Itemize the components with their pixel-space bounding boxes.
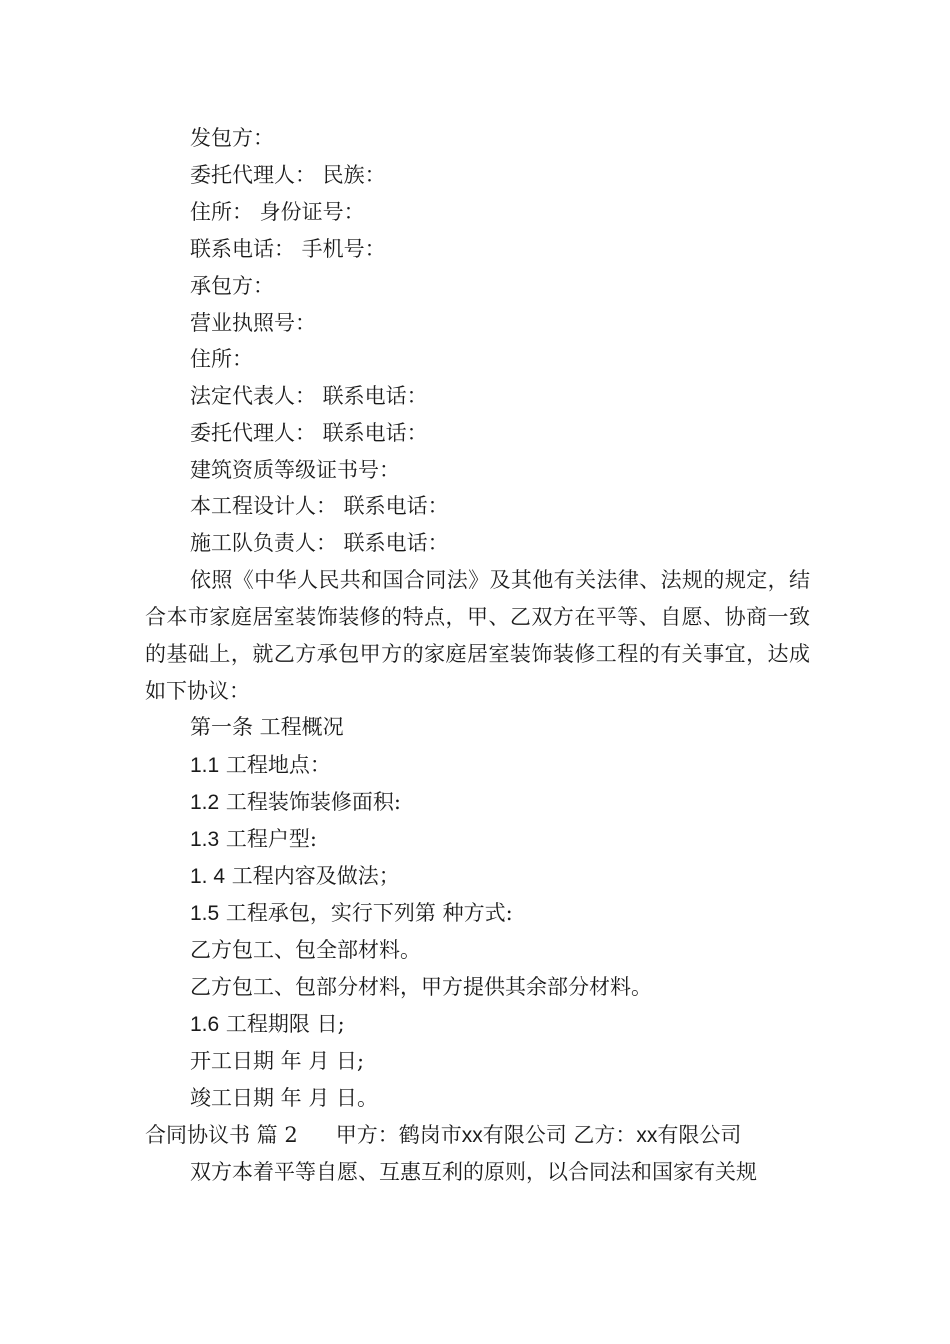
item-number: 1.3 (190, 828, 220, 851)
qualification-cert-line: 建筑资质等级证书号： (190, 458, 400, 482)
party-a-label: 发包方： (190, 126, 274, 150)
contract-2-heading (145, 1121, 741, 1150)
item-text: 工程期限 日; (225, 1012, 345, 1036)
party-b-label: 承包方： (190, 274, 274, 298)
party-b-agent-line: 委托代理人： 联系电话： (190, 421, 428, 445)
item-text: 工程地点： (225, 753, 331, 777)
contract-2-intro: 双方本着平等自愿、互惠互利的原则，以合同法和国家有关规 (190, 1160, 757, 1184)
item-number: 1.2 (190, 791, 220, 814)
end-date-line: 竣工日期 年 月 日。 (190, 1086, 379, 1110)
item-number: 1.5 (190, 902, 220, 925)
legal-representative-line: 法定代表人： 联系电话： (190, 384, 428, 408)
article-1-title: 第一条 工程概况 (190, 715, 344, 739)
item-1-4 (190, 862, 400, 891)
party-a-agent-line: 委托代理人： 民族： (190, 163, 386, 187)
contract-2-xx-1: xx (461, 1124, 483, 1147)
item-1-1 (190, 751, 331, 780)
business-license-line: 营业执照号： (190, 311, 316, 335)
item-text: 工程装饰装修面积: (225, 790, 401, 814)
party-b-address-line: 住所： (190, 347, 253, 371)
contract-2-parties-c: 有限公司 (657, 1123, 742, 1147)
start-date-line: 开工日期 年 月 日; (190, 1049, 365, 1073)
item-text: 工程承包，实行下列第 种方式: (225, 901, 513, 925)
item-1-6 (190, 1010, 345, 1039)
option-partial-materials: 乙方包工、包部分材料，甲方提供其余部分材料。 (190, 975, 652, 999)
contract-2-parties-a: 甲方：鹤岗市 (335, 1123, 462, 1147)
contract-2-title: 合同协议书 篇 2 (145, 1123, 298, 1147)
contract-2-xx-2: xx (636, 1124, 658, 1147)
item-text: 工程内容及做法； (231, 864, 400, 888)
party-a-address-line: 住所： 身份证号： (190, 200, 365, 224)
option-full-materials: 乙方包工、包全部材料。 (190, 938, 421, 962)
item-1-5 (190, 899, 513, 928)
party-a-phone-line: 联系电话： 手机号： (190, 237, 386, 261)
designer-line: 本工程设计人： 联系电话： (190, 494, 449, 518)
item-number: 1.6 (190, 1013, 220, 1036)
contract-2-parties-b: 有限公司 乙方： (482, 1123, 637, 1147)
legal-basis-paragraph: 依照《中华人民共和国合同法》及其他有关法律、法规的规定，结合本市家庭居室装饰装修的特点，甲、乙双方在平等、自愿、协商一致的基础上，就乙方承包甲方的家庭居室装饰装修工程的有关事宜，达成如下协议： (145, 568, 810, 703)
construction-leader-line: 施工队负责人： 联系电话： (190, 531, 449, 555)
item-1-3 (190, 825, 317, 854)
item-number: 1.1 (190, 754, 220, 777)
item-text: 工程户型: (225, 827, 317, 851)
item-1-2 (190, 788, 401, 817)
item-number: 1. 4 (190, 865, 226, 888)
